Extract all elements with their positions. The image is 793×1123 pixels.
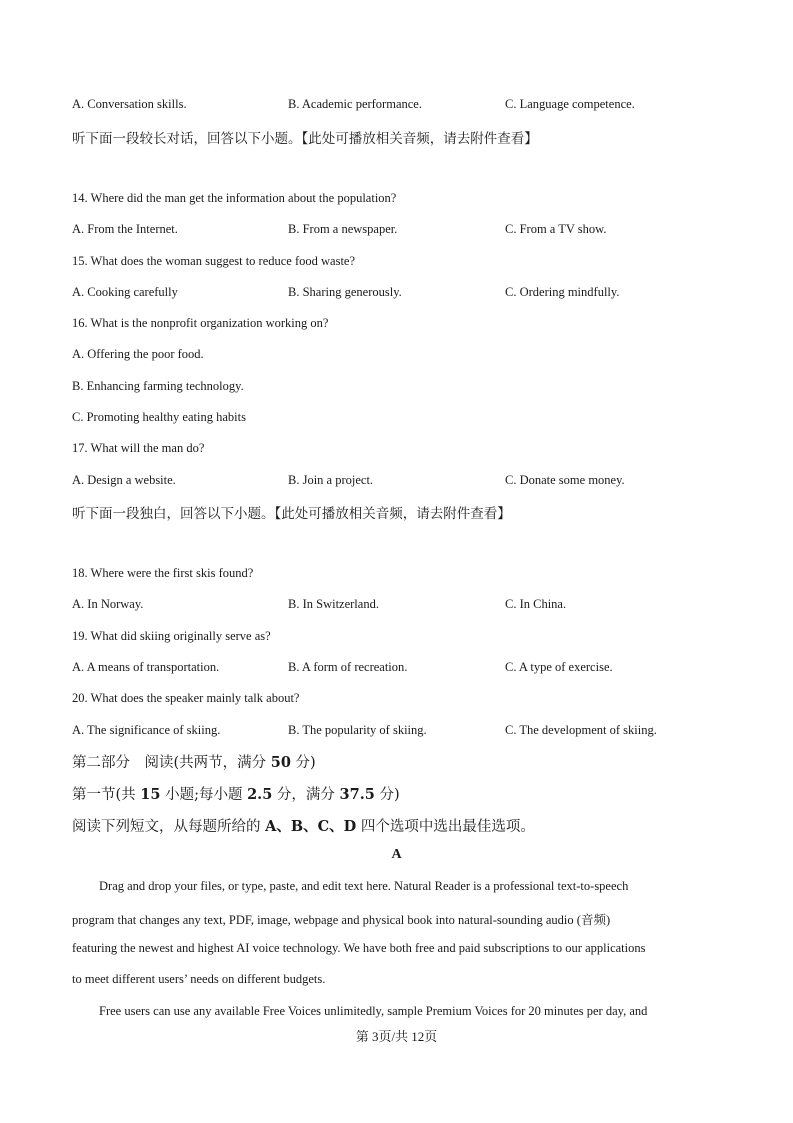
q17-stem: 17. What will the man do? xyxy=(72,441,205,455)
q14-stem: 14. Where did the man get the information about the population? xyxy=(72,191,397,205)
q20-option-a: A. The significance of skiing. xyxy=(72,723,221,737)
monologue-instruction: 听下面一段独白，回答以下小题。【此处可播放相关音频，请去附件查看】 xyxy=(72,506,511,522)
q14-option-a: A. From the Internet. xyxy=(72,222,178,236)
q20-stem: 20. What does the speaker mainly talk about? xyxy=(72,691,300,705)
passage-line: Drag and drop your files, or type, paste, and edit text here. Natural Reader is a professional text-to-speech xyxy=(99,879,629,893)
q20-option-b: B. The popularity of skiing. xyxy=(288,723,427,737)
q16-option-b: B. Enhancing farming technology. xyxy=(72,379,244,393)
q15-option-c: C. Ordering mindfully. xyxy=(505,285,620,299)
q13-option-b: B. Academic performance. xyxy=(288,97,422,111)
q15-option-b: B. Sharing generously. xyxy=(288,285,402,299)
q19-option-a: A. A means of transportation. xyxy=(72,660,220,674)
q15-option-a: A. Cooking carefully xyxy=(72,285,178,299)
q17-option-a: A. Design a website. xyxy=(72,473,176,487)
reading-instruction: 阅读下列短文，从每题所给的 A、B、C、D 四个选项中选出最佳选项。 xyxy=(72,818,535,835)
q14-option-b: B. From a newspaper. xyxy=(288,222,398,236)
section1-heading: 第一节(共 15 小题;每小题 2.5 分，满分 37.5 分) xyxy=(72,786,400,803)
q19-option-b: B. A form of recreation. xyxy=(288,660,408,674)
q17-option-b: B. Join a project. xyxy=(288,473,374,487)
q18-option-b: B. In Switzerland. xyxy=(288,597,379,611)
q16-option-c: C. Promoting healthy eating habits xyxy=(72,410,246,424)
passage-line: to meet different users’ needs on different budgets. xyxy=(72,972,326,986)
page-footer: 第 3页/共 12页 xyxy=(355,1029,438,1044)
q15-stem: 15. What does the woman suggest to reduce food waste? xyxy=(72,254,356,268)
q16-stem: 16. What is the nonprofit organization working on? xyxy=(72,316,329,330)
q14-option-c: C. From a TV show. xyxy=(505,222,607,236)
passage-line: program that changes any text, PDF, image, webpage and physical book into natural-sounding audio (音频) xyxy=(72,913,611,927)
passage-line: Free users can use any available Free Voices unlimitedly, sample Premium Voices for 20 minutes per day, and xyxy=(99,1004,648,1018)
q13-option-c: C. Language competence. xyxy=(505,97,635,111)
dialogue-instruction: 听下面一段较长对话，回答以下小题。【此处可播放相关音频，请去附件查看】 xyxy=(72,131,538,147)
q16-option-a: A. Offering the poor food. xyxy=(72,347,204,361)
q17-option-c: C. Donate some money. xyxy=(505,473,625,487)
passage-line: featuring the newest and highest AI voice technology. We have both free and paid subscriptions to our applications xyxy=(72,941,646,955)
q18-option-c: C. In China. xyxy=(505,597,567,611)
q18-option-a: A. In Norway. xyxy=(72,597,144,611)
q19-stem: 19. What did skiing originally serve as? xyxy=(72,629,271,643)
passage-title: A xyxy=(391,847,402,862)
q19-option-c: C. A type of exercise. xyxy=(505,660,613,674)
part2-heading: 第二部分 阅读(共两节，满分 50 分) xyxy=(72,754,316,771)
q18-stem: 18. Where were the first skis found? xyxy=(72,566,254,580)
q13-option-a: A. Conversation skills. xyxy=(72,97,187,111)
q20-option-c: C. The development of skiing. xyxy=(505,723,657,737)
